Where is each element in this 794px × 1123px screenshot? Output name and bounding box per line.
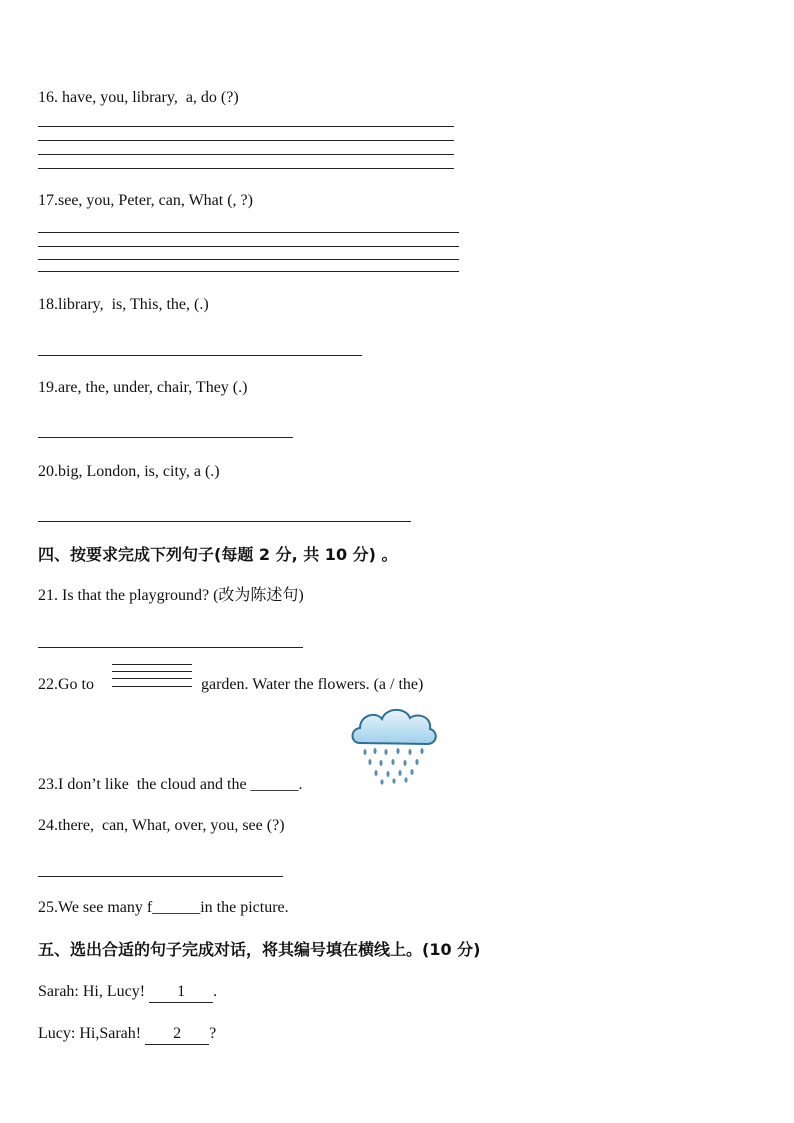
answer-blank-1[interactable]: 1 <box>149 982 213 1003</box>
dialog-line-1 <box>38 982 217 1003</box>
answer-line[interactable] <box>38 168 454 169</box>
question-25: 25.We see many f______in the picture. <box>38 899 289 916</box>
answer-line[interactable] <box>38 271 459 272</box>
question-18: 18.library, is, This, the, (.) <box>38 296 209 313</box>
question-22-after: garden. Water the flowers. (a / the) <box>201 676 424 693</box>
answer-line[interactable] <box>38 154 454 155</box>
answer-line[interactable] <box>38 246 459 247</box>
dialog-line-2 <box>38 1024 216 1045</box>
rain-cloud-icon <box>348 703 438 785</box>
dialog-punct: ? <box>209 1025 217 1042</box>
question-23: 23.I don’t like the cloud and the ______. <box>38 776 303 793</box>
answer-line[interactable] <box>38 126 454 127</box>
question-19: 19.are, the, under, chair, They (.) <box>38 379 248 396</box>
answer-line[interactable] <box>38 232 459 233</box>
question-20: 20.big, London, is, city, a (.) <box>38 463 220 480</box>
answer-line[interactable] <box>38 355 362 356</box>
section-5-heading: 五、选出合适的句子完成对话，将其编号填在横线上。(10 分) <box>38 940 481 959</box>
answer-blank-2[interactable]: 2 <box>145 1024 209 1045</box>
answer-line[interactable] <box>38 876 283 877</box>
question-16: 16. have, you, library, a, do (?) <box>38 89 239 106</box>
answer-line[interactable] <box>112 678 192 679</box>
dialog-speaker-sarah: Sarah: Hi, Lucy! <box>38 983 150 1000</box>
answer-line[interactable] <box>38 521 411 522</box>
answer-line[interactable] <box>38 259 459 260</box>
answer-line[interactable] <box>38 647 303 648</box>
answer-line[interactable] <box>112 686 192 687</box>
question-22-before: 22.Go to <box>38 676 94 693</box>
answer-line[interactable] <box>112 664 192 665</box>
answer-line[interactable] <box>38 437 293 438</box>
answer-line[interactable] <box>38 140 454 141</box>
question-17: 17.see, you, Peter, can, What (, ?) <box>38 192 253 209</box>
answer-line[interactable] <box>112 671 192 672</box>
section-4-heading: 四、按要求完成下列句子(每题 2 分, 共 10 分) 。 <box>38 545 398 564</box>
question-24: 24.there, can, What, over, you, see (?) <box>38 817 285 834</box>
question-21: 21. Is that the playground? (改为陈述句) <box>38 587 304 604</box>
dialog-punct: . <box>213 983 218 1000</box>
dialog-speaker-lucy: Lucy: Hi,Sarah! <box>38 1025 146 1042</box>
